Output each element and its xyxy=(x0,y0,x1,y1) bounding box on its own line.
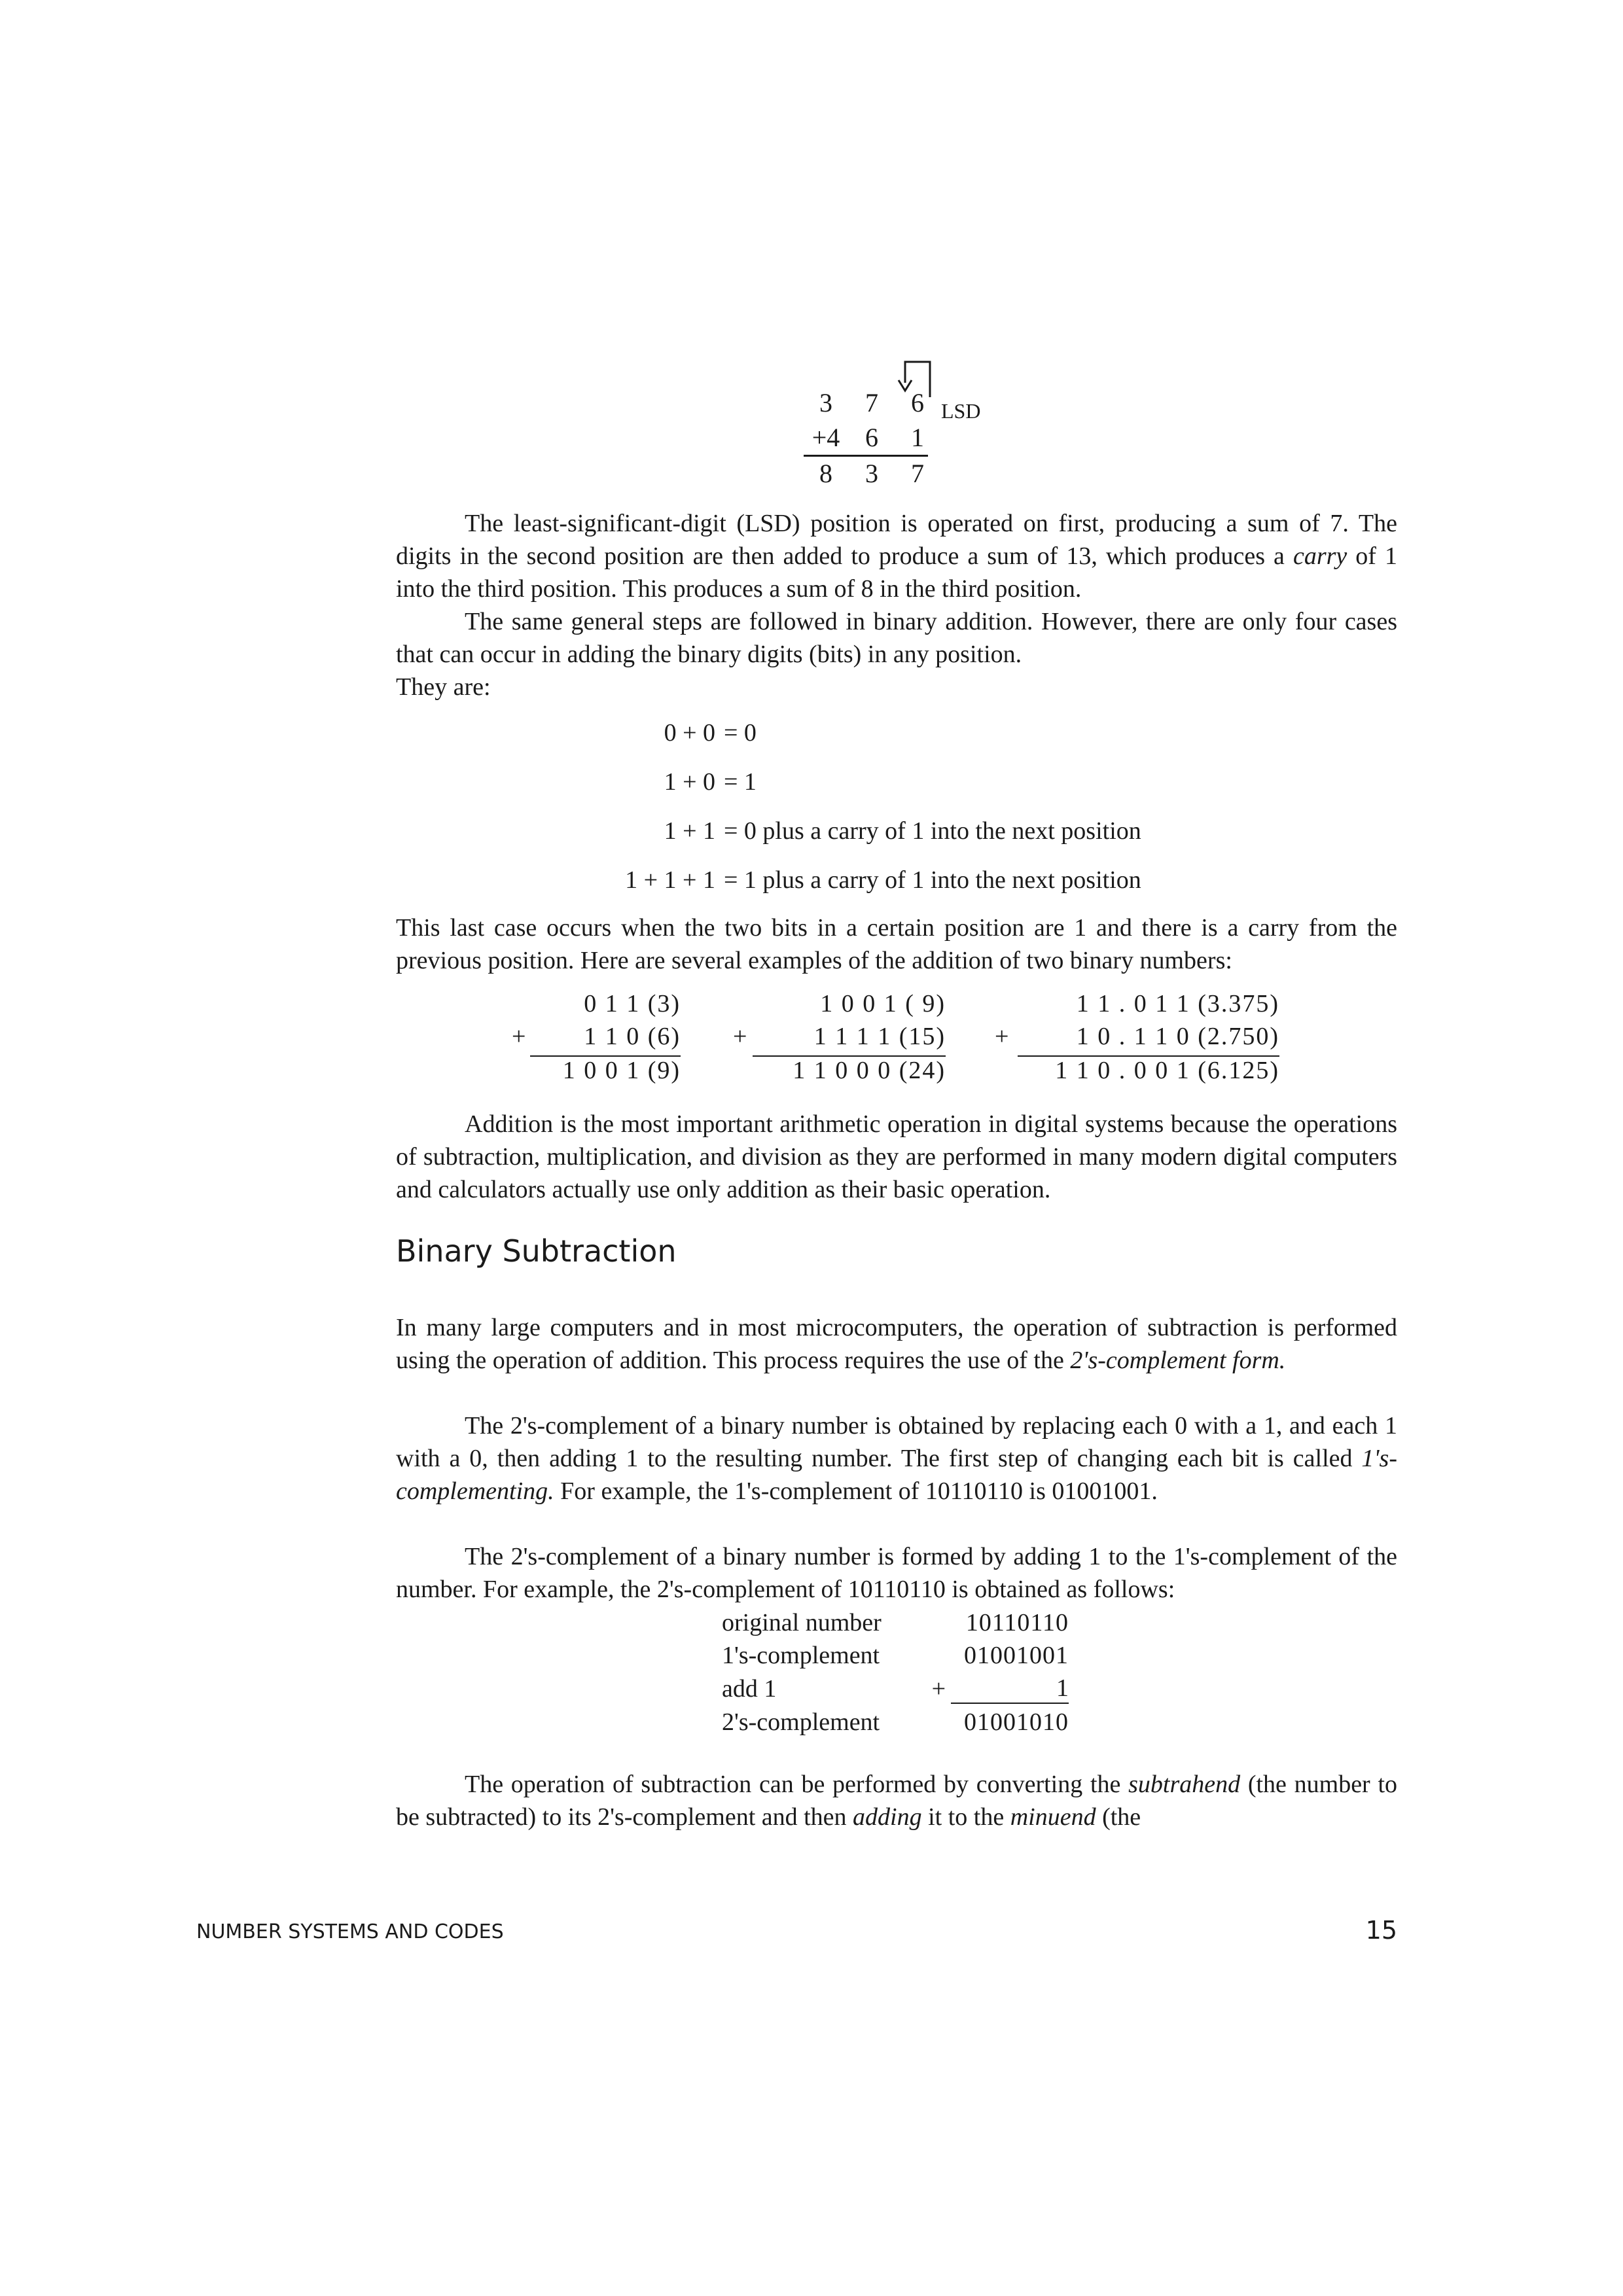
paragraph-twos-complement-formed: The 2's-complement of a binary number is formed by adding 1 to the 1's-complement of the number. For example, the 2's-complement of 10110110 is obtained as follows: xyxy=(396,1543,1397,1603)
example-1-addend-b: 1 1 0 (6) xyxy=(584,1023,681,1050)
middle-digit-1: +4 xyxy=(812,423,840,452)
paragraph-subtraction-intro: In many large computers and in most microcomputers, the operation of subtraction is performed using the operation of addition. This process requires the use of the 2's-complement form. xyxy=(396,1314,1397,1374)
table-row xyxy=(722,1637,1069,1670)
top-digit-2: 7 xyxy=(865,388,878,417)
row-value: 01001001 xyxy=(964,1642,1069,1669)
case-4-rhs: = 1 plus a carry of 1 into the next position xyxy=(724,866,1141,894)
row-op xyxy=(918,1637,951,1670)
complement-table xyxy=(722,1604,1069,1737)
row-op xyxy=(918,1604,951,1637)
page-number: 15 xyxy=(1365,1916,1397,1945)
row-label: 2's-complement xyxy=(722,1708,880,1736)
row-value: 01001010 xyxy=(964,1708,1069,1736)
section-heading: Binary Subtraction xyxy=(396,1233,677,1269)
paragraph-addition-importance: Addition is the most important arithmetic operation in digital systems because the operations of subtraction, multiplication, and division as they are performed in many modern digital computers and calculators actually use only addition as their basic operation. xyxy=(396,1110,1397,1203)
table-row xyxy=(722,1670,1069,1703)
table-row xyxy=(722,1703,1069,1737)
footer-chapter-title: NUMBER SYSTEMS AND CODES xyxy=(196,1920,504,1943)
example-2-addend-b: 1 1 1 1 (15) xyxy=(813,1023,946,1050)
row-value: 10110110 xyxy=(965,1609,1069,1636)
result-digit-2: 3 xyxy=(865,459,878,488)
example-3-addend-a: 1 1 . 0 1 1 (3.375) xyxy=(1076,990,1279,1017)
row-label: original number xyxy=(722,1609,882,1636)
paragraph-lsd: The least-significant-digit (LSD) position is operated on first, producing a sum of 7. The digits in the second position are then added to produce a sum of 13, which produces a carry of 1 into the third position. This produces a sum of 8 in the third position. xyxy=(396,510,1398,603)
result-digit-1: 8 xyxy=(819,459,832,488)
table-row xyxy=(722,1604,1069,1637)
example-2-operator: + xyxy=(733,1023,749,1050)
result-digit-3: 7 xyxy=(911,459,924,488)
row-label: 1's-complement xyxy=(722,1642,880,1669)
case-4-lhs: 1 + 1 + 1 xyxy=(625,866,715,894)
case-1-rhs: = 0 xyxy=(724,719,757,747)
example-2-addend-a: 1 0 0 1 ( 9) xyxy=(820,990,946,1017)
row-label: add 1 xyxy=(722,1675,777,1703)
example-1-sum: 1 0 0 1 (9) xyxy=(562,1057,681,1084)
carry-figure-rule xyxy=(804,455,928,457)
paragraph-twos-complement-def: The 2's-complement of a binary number is obtained by replacing each 0 with a 1, and each 1 with a 0, then adding 1 to the resulting number. The first step of changing each bit is called 1's-complementing. For example, the 1's-complement of 10110110 is 01001001. xyxy=(396,1412,1397,1505)
paragraph-last-case: This last case occurs when the two bits in a certain position are 1 and there is a carry from the previous position. Here are several examples of the addition of two binary numbers: xyxy=(396,914,1397,974)
case-1-lhs: 0 + 0 xyxy=(664,719,715,747)
case-2-rhs: = 1 xyxy=(724,768,757,796)
paragraph-they-are: They are: xyxy=(396,673,491,701)
case-2-lhs: 1 + 0 xyxy=(664,768,715,796)
case-3-rhs: = 0 plus a carry of 1 into the next position xyxy=(724,817,1141,845)
example-3-addend-b: 1 0 . 1 1 0 (2.750) xyxy=(1076,1023,1279,1050)
paragraph-binary-addition: The same general steps are followed in binary addition. However, there are only four cases that can occur in adding the binary digits (bits) in any position. xyxy=(396,608,1397,668)
example-2-sum: 1 1 0 0 0 (24) xyxy=(793,1057,946,1084)
row-op xyxy=(918,1703,951,1737)
lsd-label: LSD xyxy=(941,399,981,423)
example-1-addend-a: 0 1 1 (3) xyxy=(584,990,681,1017)
example-1-operator: + xyxy=(512,1023,527,1050)
example-3-sum: 1 1 0 . 0 0 1 (6.125) xyxy=(1055,1057,1279,1084)
case-3-lhs: 1 + 1 xyxy=(664,817,715,845)
top-digit-3: 6 xyxy=(911,388,924,417)
paragraph-subtraction-operation: The operation of subtraction can be performed by converting the subtrahend (the number to be subtracted) to its 2's-complement and then adding it to the minuend (the xyxy=(396,1771,1397,1831)
example-3-operator: + xyxy=(995,1023,1010,1050)
row-value: 1 xyxy=(951,1670,1069,1703)
middle-digit-3: 1 xyxy=(911,423,924,452)
row-op: + xyxy=(931,1675,946,1703)
middle-digit-2: 6 xyxy=(865,423,878,452)
top-digit-1: 3 xyxy=(819,388,832,417)
